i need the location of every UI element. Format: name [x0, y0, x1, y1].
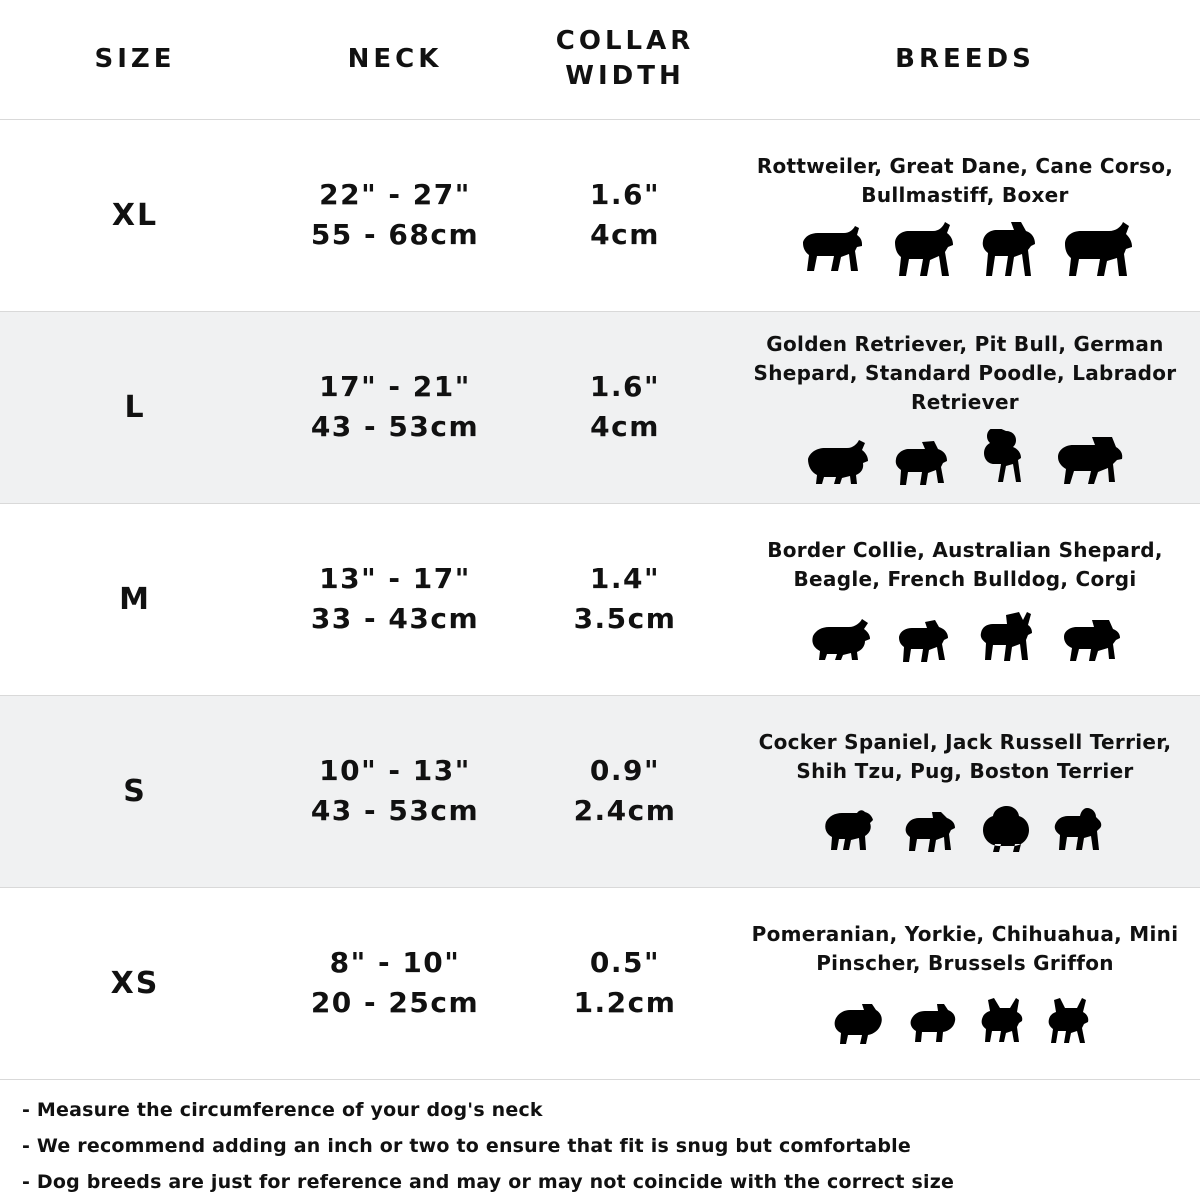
column-header-collar-width-line1: COLLAR — [555, 26, 695, 57]
breed-list: Pomeranian, Yorkie, Chihuahua, Mini Pinscher, Brussels Griffon — [751, 922, 1179, 976]
german-shepherd-silhouette-icon — [1050, 435, 1126, 485]
collar-width-inches: 0.9" — [589, 753, 661, 787]
column-header-neck: NECK — [347, 43, 443, 74]
poodle-silhouette-icon — [974, 429, 1036, 485]
collar-width-centimeters: 3.5cm — [573, 602, 677, 636]
size-label: L — [124, 389, 146, 425]
collar-width-centimeters: 4cm — [590, 410, 660, 444]
cell-size — [0, 696, 270, 887]
yorkie-silhouette-icon — [906, 1002, 964, 1046]
cell-collar-width — [520, 504, 730, 695]
beagle-silhouette-icon — [893, 616, 961, 662]
french-bulldog-silhouette-icon — [975, 610, 1039, 662]
cocker-spaniel-silhouette-icon — [821, 808, 887, 854]
breed-list: Cocker Spaniel, Jack Russell Terrier, Shih Tzu, Pug, Boston Terrier — [758, 730, 1172, 784]
table-row — [0, 695, 1200, 887]
neck-inches: 10" - 13" — [319, 753, 471, 787]
table-row — [0, 887, 1200, 1079]
cell-breeds — [730, 312, 1200, 503]
breed-silhouettes — [807, 600, 1123, 662]
size-label: XS — [110, 965, 160, 1001]
cell-neck — [270, 888, 520, 1079]
note-item: - Dog breeds are just for reference and may or may not coincide with the correct size — [22, 1170, 955, 1193]
breed-silhouettes — [830, 984, 1100, 1046]
collar-width-centimeters: 2.4cm — [573, 794, 677, 828]
breed-silhouettes — [804, 423, 1126, 485]
size-label: XL — [111, 197, 159, 233]
border-collie-silhouette-icon — [807, 616, 879, 662]
breed-silhouettes — [795, 216, 1135, 278]
cell-breeds — [730, 888, 1200, 1079]
note-item: - We recommend adding an inch or two to ensure that fit is snug but comfortable — [22, 1134, 911, 1157]
table-row — [0, 311, 1200, 503]
table-header-row — [0, 0, 1200, 119]
cell-collar-width — [520, 120, 730, 311]
footer-notes — [0, 1079, 1200, 1200]
cell-neck — [270, 504, 520, 695]
table-row — [0, 503, 1200, 695]
size-label: M — [119, 581, 151, 617]
cell-collar-width — [520, 312, 730, 503]
cell-collar-width — [520, 888, 730, 1079]
neck-inches: 17" - 21" — [319, 369, 471, 403]
breed-silhouettes — [821, 792, 1109, 854]
collar-width-inches: 0.5" — [589, 945, 661, 979]
cell-size — [0, 120, 270, 311]
cell-neck — [270, 120, 520, 311]
pomeranian-silhouette-icon — [830, 1000, 892, 1046]
neck-inches: 22" - 27" — [319, 177, 471, 211]
breed-list: Golden Retriever, Pit Bull, German Shepard, Standard Poodle, Labrador Retriever — [753, 331, 1177, 414]
collar-width-inches: 1.6" — [589, 177, 661, 211]
mini-pinscher-silhouette-icon — [1046, 996, 1100, 1046]
shih-tzu-silhouette-icon — [979, 804, 1037, 854]
cell-breeds — [730, 120, 1200, 311]
collar-width-centimeters: 1.2cm — [573, 986, 677, 1020]
neck-centimeters: 20 - 25cm — [310, 986, 480, 1020]
cell-size — [0, 312, 270, 503]
neck-inches: 8" - 10" — [329, 945, 461, 979]
cell-breeds — [730, 696, 1200, 887]
note-item: - Measure the circumference of your dog's neck — [22, 1098, 543, 1121]
neck-centimeters: 43 - 53cm — [310, 410, 480, 444]
column-header-breeds: BREEDS — [895, 43, 1035, 74]
neck-centimeters: 43 - 53cm — [310, 794, 480, 828]
collar-width-inches: 1.6" — [589, 369, 661, 403]
jack-russell-silhouette-icon — [901, 810, 965, 854]
column-header-collar-width-line2: WIDTH — [565, 61, 685, 92]
column-header-size: SIZE — [94, 43, 176, 74]
cell-neck — [270, 696, 520, 887]
great-dane-silhouette-icon — [885, 220, 961, 278]
cell-size — [0, 888, 270, 1079]
table-row — [0, 119, 1200, 311]
neck-centimeters: 55 - 68cm — [310, 218, 480, 252]
cane-corso-silhouette-icon — [975, 218, 1045, 278]
cell-collar-width — [520, 696, 730, 887]
column-header-collar-width — [520, 24, 730, 94]
pug-silhouette-icon — [1051, 806, 1109, 854]
collar-width-centimeters: 4cm — [590, 218, 660, 252]
neck-centimeters: 33 - 43cm — [310, 602, 480, 636]
chihuahua-silhouette-icon — [978, 996, 1032, 1046]
pit-bull-silhouette-icon — [890, 437, 960, 485]
cell-neck — [270, 312, 520, 503]
breed-list: Border Collie, Australian Shepard, Beagle, French Bulldog, Corgi — [767, 538, 1163, 592]
corgi-silhouette-icon — [1053, 618, 1123, 662]
bullmastiff-silhouette-icon — [1059, 220, 1135, 278]
breed-list: Rottweiler, Great Dane, Cane Corso, Bullmastiff, Boxer — [756, 154, 1174, 208]
neck-inches: 13" - 17" — [319, 561, 471, 595]
cell-size — [0, 504, 270, 695]
golden-retriever-silhouette-icon — [804, 437, 876, 485]
cell-breeds — [730, 504, 1200, 695]
collar-width-inches: 1.4" — [589, 561, 661, 595]
rottweiler-silhouette-icon — [795, 222, 871, 278]
size-label: S — [123, 773, 147, 809]
